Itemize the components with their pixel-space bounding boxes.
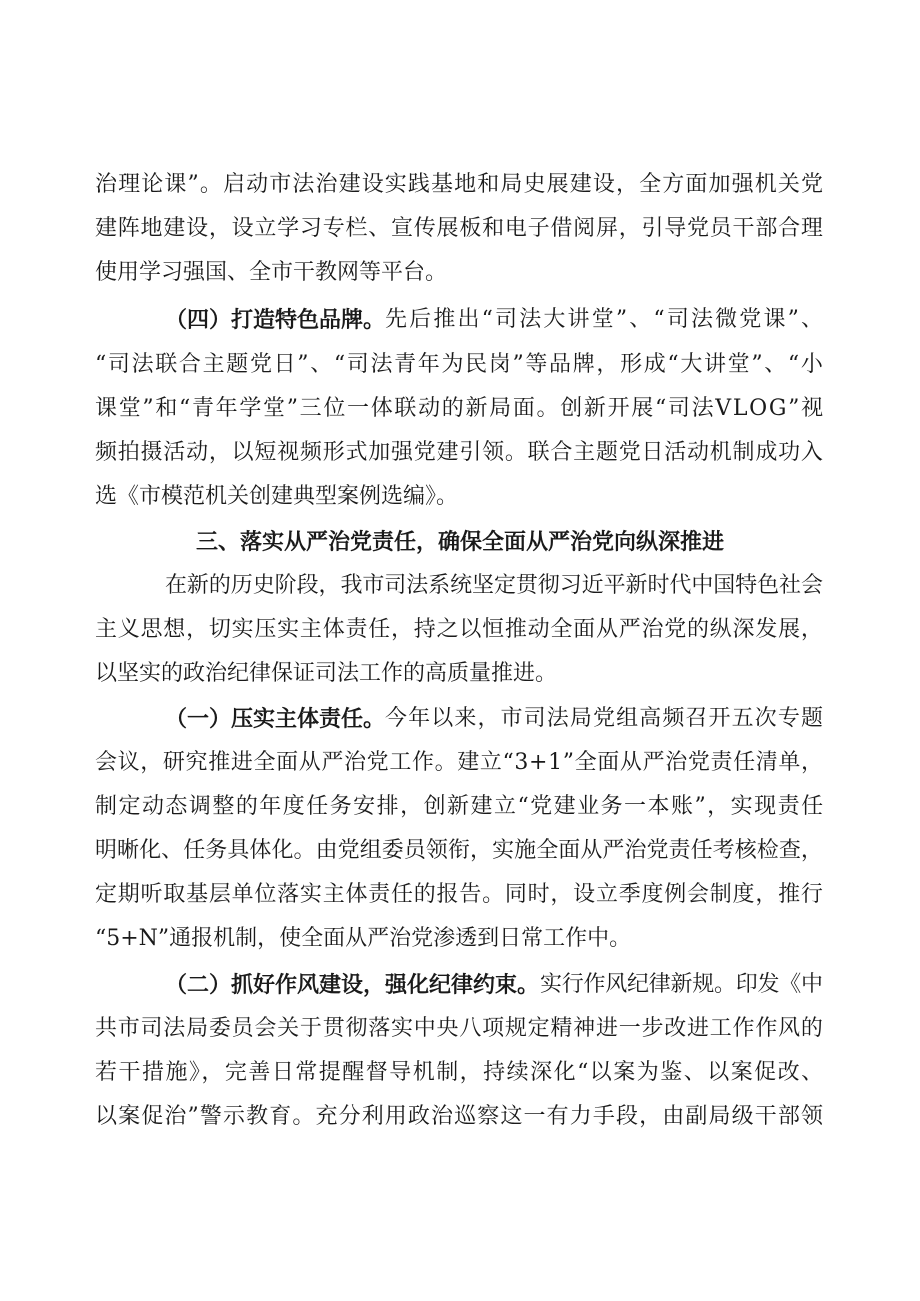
- paragraph-line: [0, 207, 920, 251]
- paragraph-line: [0, 564, 920, 608]
- paragraph-line: [0, 963, 920, 1007]
- paragraph-line: [0, 1095, 920, 1139]
- text-line: 以案促治”警示教育。充分利用政治巡察这一有力手段，由副局级干部领: [95, 1104, 825, 1129]
- text-line: 以坚实的政治纪律保证司法工作的高质量推进。: [95, 661, 558, 686]
- paragraph-line: [0, 697, 920, 741]
- text-line: 建阵地建设，设立学习专栏、宣传展板和电子借阅屏，引导党员干部合理: [95, 216, 824, 241]
- paragraph-line: [0, 917, 920, 961]
- paragraph-line: [0, 1007, 920, 1051]
- text-line: 实行作风纪律新规。印发《中: [540, 972, 823, 997]
- text-line: 会议，研究推进全面从严治党工作。建立“3+1”全面从严治党责任清单，: [95, 750, 824, 775]
- text-line: 课堂”和“青年学堂”三位一体联动的新局面。创新开展“司法VLOG”视: [95, 396, 825, 421]
- text-line: 选《市模范机关创建典型案例选编》。: [95, 484, 459, 509]
- text-line: “5+N”通报机制，使全面从严治党渗透到日常工作中。: [95, 926, 632, 951]
- paragraph-line: [0, 298, 920, 342]
- text-line: “司法联合主题党日”、“司法青年为民岗”等品牌，形成“大讲堂”、“小: [95, 352, 825, 377]
- section-heading-line: [0, 520, 920, 564]
- text-line: 共市司法局委员会关于贯彻落实中央八项规定精神进一步改进工作作风的: [95, 1016, 824, 1041]
- text-line: 先后推出“司法大讲堂”、“司法微党课”、: [385, 307, 826, 332]
- subheading-lead: （四）打造特色品牌。: [165, 307, 386, 333]
- text-line: 频拍摄活动，以短视频形式加强党建引领。联合主题党日活动机制成功入: [95, 440, 824, 465]
- paragraph-line: [0, 829, 920, 873]
- paragraph-line: [0, 741, 920, 785]
- paragraph-line: [0, 431, 920, 475]
- section-heading: 三、落实从严治党责任，确保全面从严治党向纵深推进: [196, 529, 725, 555]
- text-line: 主义思想，切实压实主体责任，持之以恒推动全面从严治党的纵深发展，: [95, 617, 824, 642]
- paragraph-line: [0, 387, 920, 431]
- text-line: 定期听取基层单位落实主体责任的报告。同时，设立季度例会制度，推行: [95, 882, 824, 907]
- text-line: 使用学习强国、全市干教网等平台。: [95, 260, 448, 285]
- text-line: 在新的历史阶段，我市司法系统坚定贯彻习近平新时代中国特色社会: [165, 573, 823, 598]
- paragraph-line: [0, 163, 920, 207]
- paragraph-line: [0, 873, 920, 917]
- paragraph-line: [0, 608, 920, 652]
- text-line: 制定动态调整的年度任务安排，创新建立“党建业务一本账”，实现责任: [95, 794, 825, 819]
- subheading-lead: （二）抓好作风建设，强化纪律约束。: [165, 972, 540, 998]
- paragraph-line: [0, 343, 920, 387]
- text-line: 治理论课”。启动市法治建设实践基地和局史展建设，全方面加强机关党: [95, 172, 825, 197]
- text-line: 今年以来，市司法局党组高频召开五次专题: [385, 706, 825, 731]
- text-line: 若干措施》，完善日常提醒督导机制，持续深化“以案为鉴、以案促改、: [95, 1060, 825, 1085]
- text-line: 明晰化、任务具体化。由党组委员领衔，实施全面从严治党责任考核检查，: [95, 838, 823, 863]
- subheading-lead: （一）压实主体责任。: [165, 706, 386, 732]
- paragraph-line: [0, 251, 920, 295]
- paragraph-line: [0, 1051, 920, 1095]
- paragraph-line: [0, 652, 920, 696]
- paragraph-line: [0, 475, 920, 519]
- paragraph-line: [0, 785, 920, 829]
